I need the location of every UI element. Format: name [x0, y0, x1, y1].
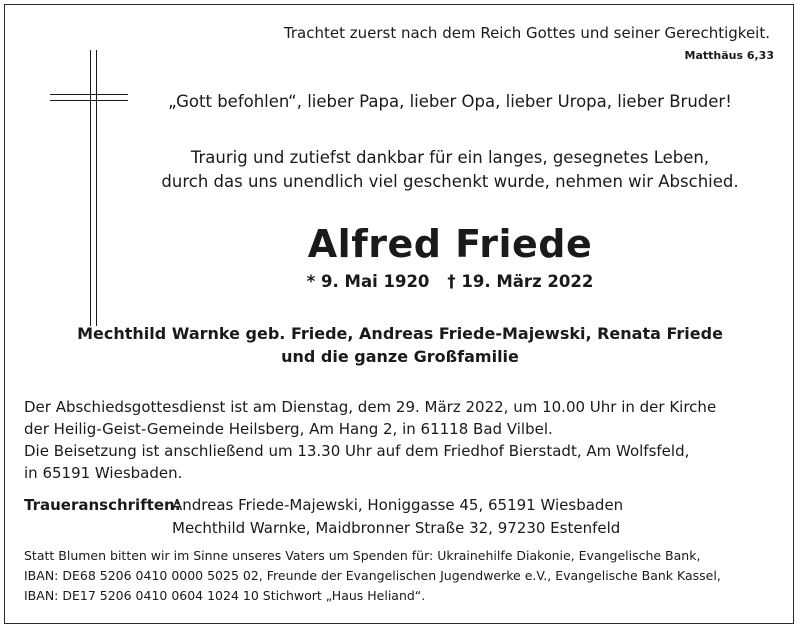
intro-line-2: durch das uns unendlich viel geschenkt wurde, nehmen wir Abschied. — [161, 172, 739, 191]
life-dates — [120, 272, 780, 291]
donation-line: IBAN: DE17 5206 0410 0604 1024 10 Stichwort „Haus Heliand“. — [24, 588, 426, 603]
address-line-1: Andreas Friede-Majewski, Honiggasse 45, 65191 Wiesbaden — [172, 496, 624, 514]
service-line: in 65191 Wiesbaden. — [24, 464, 183, 482]
donation-line: IBAN: DE68 5206 0410 0000 5025 02, Freunde der Evangelischen Jugendwerke e.V., Evangelische Bank Kassel, — [24, 568, 721, 583]
farewell-quote: „Gott befohlen“, lieber Papa, lieber Opa, lieber Uropa, lieber Bruder! — [168, 92, 732, 111]
address-line-2: Mechthild Warnke, Maidbronner Straße 32, 97230 Estenfeld — [172, 519, 621, 537]
family-line-1: Mechthild Warnke geb. Friede, Andreas Friede-Majewski, Renata Friede — [77, 324, 723, 343]
service-line: der Heilig-Geist-Gemeinde Heilsberg, Am Hang 2, in 61118 Bad Vilbel. — [24, 420, 553, 438]
service-line: Die Beisetzung ist anschließend um 13.30 Uhr auf dem Friedhof Bierstadt, Am Wolfsfeld, — [24, 442, 690, 460]
deceased-name: Alfred Friede — [307, 222, 593, 266]
bible-verse: Trachtet zuerst nach dem Reich Gottes und seiner Gerechtigkeit. — [283, 24, 770, 42]
birth-date: * 9. Mai 1920 — [306, 272, 430, 291]
intro-line-1: Traurig und zutiefst dankbar für ein langes, gesegnetes Leben, — [190, 148, 710, 167]
donation-note — [24, 546, 721, 606]
family-line-2: und die ganze Großfamilie — [281, 347, 519, 366]
donation-line: Statt Blumen bitten wir im Sinne unseres Vaters um Spenden für: Ukrainehilfe Diakonie, Evangelische Bank, — [24, 548, 701, 563]
service-info — [24, 396, 716, 484]
death-date: † 19. März 2022 — [447, 272, 594, 291]
cross-icon — [50, 38, 130, 326]
service-line: Der Abschiedsgottesdienst ist am Dienstag, dem 29. März 2022, um 10.00 Uhr in der Kirche — [24, 398, 717, 416]
bible-verse-reference: Matthäus 6,33 — [684, 49, 774, 62]
addresses-label: Traueranschriften: — [24, 496, 181, 514]
